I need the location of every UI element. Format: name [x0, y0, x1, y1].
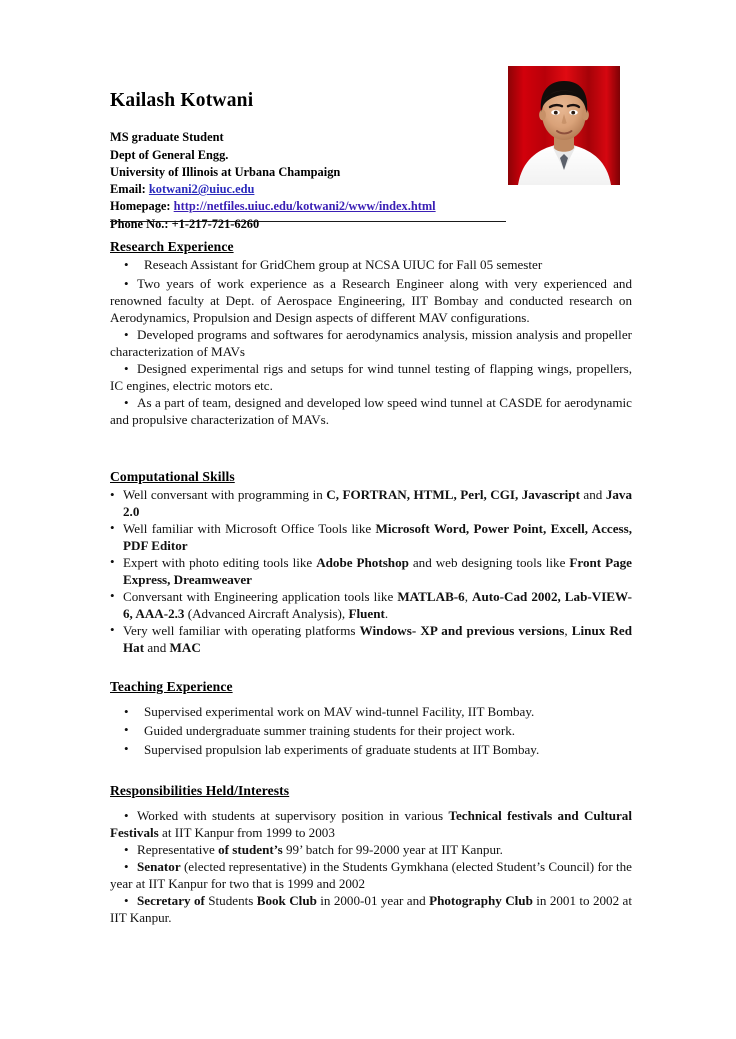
section-research-experience	[110, 238, 632, 429]
bullet-list	[110, 257, 632, 274]
section-title: Teaching Experience	[110, 679, 233, 694]
bullet-list	[110, 487, 632, 657]
list-item	[110, 555, 632, 589]
list-item	[110, 521, 632, 555]
bullet-icon: •	[124, 892, 129, 908]
emphasis-text: Front Page Express, Dreamweaver	[123, 554, 632, 587]
contact-line	[110, 164, 510, 181]
list-item	[110, 842, 632, 859]
list-item	[110, 361, 632, 395]
email-link[interactable]: kotwani2@uiuc.edu	[148, 182, 255, 197]
bullet-icon: •	[124, 394, 129, 410]
bullet-icon: •	[124, 326, 129, 342]
item-text: and web designing tools like	[408, 554, 570, 570]
emphasis-text: C, FORTRAN, HTML, Perl, CGI, Javascript	[326, 487, 580, 502]
emphasis-text: Windows- XP and previous versions	[359, 622, 565, 638]
portrait-photo-icon	[508, 66, 620, 185]
list-item	[110, 704, 632, 721]
emphasis-text: Secretary of	[137, 892, 205, 908]
list-item	[110, 327, 632, 361]
emphasis-text: Java 2.0	[123, 487, 633, 519]
emphasis-text: Fluent	[348, 605, 385, 621]
emphasis-text: Senator	[137, 858, 181, 874]
emphasis-text: of student’s	[218, 841, 283, 857]
emphasis-text: Microsoft Word, Power Point, Excell, Access, PDF Editor	[123, 520, 633, 553]
item-text: Two years of work experience as a Research Engineer along with very experienced and renowned faculty at Dept. of Aerospace Engineering, IIT Bombay and conducted research on Aerodynamics, Propulsion and Design aspects of different MAV configurations.	[110, 275, 632, 325]
list-item	[110, 257, 632, 274]
emphasis-text: Adobe Photshop	[316, 554, 409, 570]
item-text: As a part of team, designed and developed low speed wind tunnel at CASDE for aerodynamic and propulsive characterization of MAVs.	[110, 394, 632, 427]
emphasis-text: Photography Club	[429, 892, 533, 908]
emphasis-text: MAC	[169, 639, 201, 655]
resume-header	[110, 90, 510, 233]
section-computational-skills	[110, 468, 632, 657]
bullet-icon: •	[124, 858, 129, 874]
homepage-link[interactable]: http://netfiles.uiuc.edu/kotwani2/www/index.html	[173, 199, 436, 214]
item-text: Expert with photo editing tools like	[123, 554, 317, 570]
item-text: in 2001 to 2002 at IIT Kanpur.	[110, 892, 632, 925]
item-text: Representative	[137, 841, 219, 857]
bullet-icon: •	[124, 275, 129, 291]
item-text: Conversant with Engineering application tools like	[123, 588, 398, 604]
item-text: ,	[564, 622, 572, 638]
contact-text: MS graduate Student	[110, 130, 224, 145]
list-item	[110, 808, 632, 842]
item-text: and	[579, 487, 606, 502]
contact-line	[110, 198, 510, 215]
section-title: Research Experience	[110, 239, 234, 254]
contact-block	[110, 129, 510, 232]
contact-text: University of Illinois at Urbana Champaign	[110, 164, 341, 179]
bullet-icon: •	[124, 360, 129, 376]
spacer	[110, 697, 632, 704]
list-item	[110, 859, 632, 893]
emphasis-text: Linux Red Hat	[123, 622, 633, 655]
emphasis-text: Technical festivals and Cultural Festivals	[110, 808, 632, 840]
item-text: (Advanced Aircraft Analysis),	[184, 605, 349, 621]
section-title: Responsibilities Held/Interests	[110, 783, 290, 798]
page-title: Kailash Kotwani	[110, 90, 254, 111]
list-item	[110, 589, 632, 623]
item-text: Designed experimental rigs and setups for wind tunnel testing of flapping wings, propellers, IC engines, electric motors etc.	[110, 360, 632, 393]
contact-label: Email:	[110, 182, 149, 197]
section-responsibilities-held-interests	[110, 782, 632, 927]
contact-line	[110, 181, 510, 198]
bullet-list	[110, 276, 632, 429]
list-item	[110, 723, 632, 740]
contact-line	[110, 147, 510, 164]
item-text: Guided undergraduate summer training students for their project work.	[144, 722, 516, 738]
item-text: (elected representative) in the Students Gymkhana (elected Student’s Council) for the year at IIT Kanpur for two that is 1999 and 2002	[110, 858, 632, 891]
item-text: at IIT Kanpur from 1999 to 2003	[158, 824, 335, 840]
contact-text: Dept of General Engg.	[110, 147, 229, 162]
list-item	[110, 742, 632, 759]
emphasis-text: MATLAB-6	[397, 588, 465, 604]
item-text: and	[144, 639, 170, 655]
item-text: 99’ batch for 99-2000 year at IIT Kanpur.	[282, 841, 503, 857]
bullet-icon: •	[124, 841, 129, 857]
header-divider	[110, 221, 506, 222]
item-text: Well familiar with Microsoft Office Tools like	[123, 520, 376, 536]
item-text: Worked with students at supervisory position in various	[137, 808, 449, 823]
item-text: .	[384, 605, 389, 621]
list-item	[110, 395, 632, 429]
item-text: Supervised propulsion lab experiments of graduate students at IIT Bombay.	[144, 741, 540, 757]
item-text: Developed programs and softwares for aerodynamics analysis, mission analysis and propeller characterization of MAVs	[110, 326, 632, 359]
item-text: Reseach Assistant for GridChem group at NCSA UIUC for Fall 05 semester	[144, 257, 543, 272]
emphasis-text: Auto-Cad 2002, Lab-VIEW-6, AAA-2.3	[123, 588, 632, 621]
list-item	[110, 487, 632, 521]
item-text: Well conversant with programming in	[123, 487, 327, 502]
section-teaching-experience	[110, 678, 632, 761]
item-text: Very well familiar with operating platforms	[123, 622, 360, 638]
item-text: ,	[464, 588, 473, 604]
bullet-icon: •	[124, 808, 129, 823]
list-item	[110, 623, 632, 657]
item-text: in 2000-01 year and	[316, 892, 430, 908]
spacer	[110, 801, 632, 808]
section-title: Computational Skills	[110, 469, 235, 484]
emphasis-text: Book Club	[256, 892, 317, 908]
list-item	[110, 276, 632, 327]
list-item	[110, 893, 632, 927]
item-text: Supervised experimental work on MAV wind-tunnel Facility, IIT Bombay.	[144, 704, 535, 719]
contact-label: Homepage:	[110, 199, 174, 214]
bullet-list	[110, 808, 632, 927]
bullet-list	[110, 704, 632, 759]
avatar	[508, 66, 620, 185]
contact-text: Phone No.: +1-217-721-6260	[110, 216, 260, 231]
contact-line	[110, 129, 510, 146]
contact-line	[110, 216, 510, 233]
item-text: Students	[204, 892, 257, 908]
